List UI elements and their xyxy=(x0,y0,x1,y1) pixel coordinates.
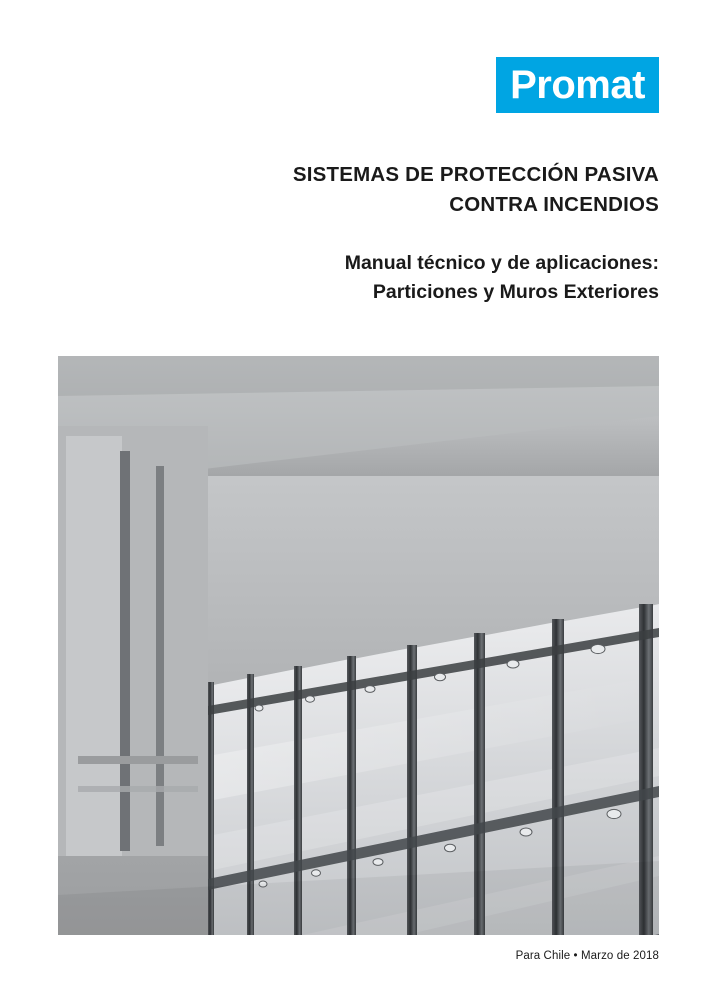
page-subtitle-line-2: Particiones y Muros Exteriores xyxy=(372,280,659,303)
page-subtitle-line-1: Manual técnico y de aplicaciones: xyxy=(344,252,659,275)
promat-logo xyxy=(496,57,659,113)
promat-logo-text: Promat xyxy=(510,63,645,107)
cover-photo-illustration xyxy=(58,356,659,935)
cover-photo xyxy=(58,356,659,935)
cover-footer: Para Chile • Marzo de 2018 xyxy=(515,950,659,962)
page-title xyxy=(99,160,659,219)
page-title-line-1: SISTEMAS DE PROTECCIÓN PASIVA xyxy=(292,163,659,186)
page-title-line-2: CONTRA INCENDIOS xyxy=(449,192,659,216)
page-subtitle xyxy=(99,249,659,306)
cover-title-block xyxy=(99,160,659,306)
